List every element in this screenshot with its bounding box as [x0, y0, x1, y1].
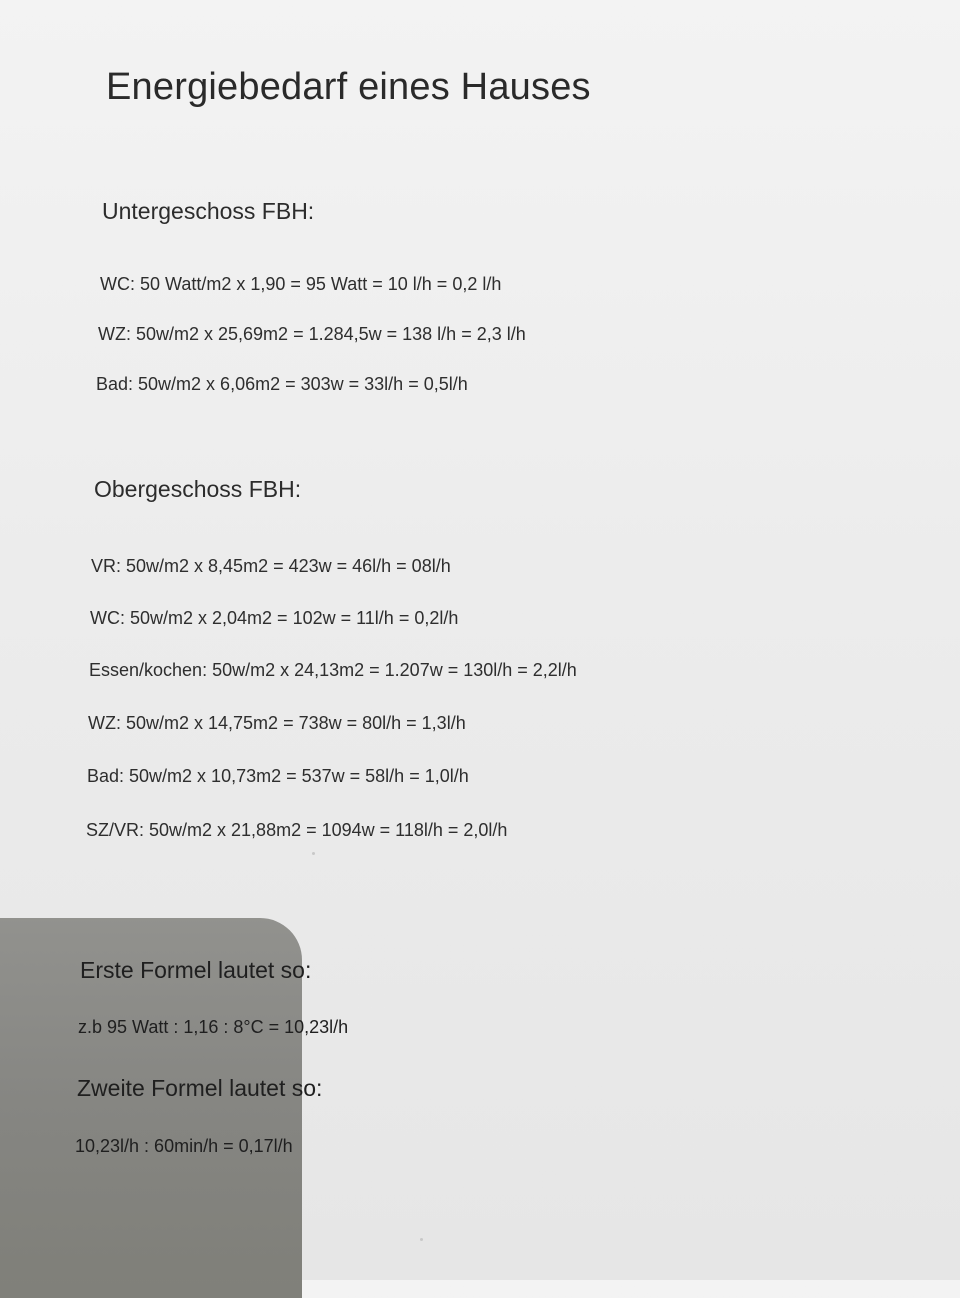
line-og-wz: WZ: 50w/m2 x 14,75m2 = 738w = 80l/h = 1,3l/h	[88, 713, 466, 733]
line-ug-wz: WZ: 50w/m2 x 25,69m2 = 1.284,5w = 138 l/h = 2,3 l/h	[98, 324, 526, 344]
paper-speck	[420, 1238, 423, 1241]
line-zweite-formel: 10,23l/h : 60min/h = 0,17l/h	[75, 1136, 293, 1156]
section-heading-zweite-formel: Zweite Formel lautet so:	[77, 1075, 323, 1101]
paper-speck	[312, 852, 315, 855]
line-ug-wc: WC: 50 Watt/m2 x 1,90 = 95 Watt = 10 l/h = 0,2 l/h	[100, 274, 502, 294]
line-og-wc: WC: 50w/m2 x 2,04m2 = 102w = 11l/h = 0,2l/h	[90, 608, 459, 628]
document-title: Energiebedarf eines Hauses	[106, 66, 591, 108]
section-heading-untergeschoss: Untergeschoss FBH:	[102, 198, 315, 224]
line-erste-formel: z.b 95 Watt : 1,16 : 8°C = 10,23l/h	[78, 1017, 349, 1037]
section-heading-obergeschoss: Obergeschoss FBH:	[94, 476, 302, 502]
line-og-bad: Bad: 50w/m2 x 10,73m2 = 537w = 58l/h = 1,0l/h	[87, 766, 469, 786]
line-og-sz-vr: SZ/VR: 50w/m2 x 21,88m2 = 1094w = 118l/h = 2,0l/h	[86, 820, 508, 840]
section-heading-erste-formel: Erste Formel lautet so:	[80, 957, 312, 983]
line-ug-bad: Bad: 50w/m2 x 6,06m2 = 303w = 33l/h = 0,5l/h	[96, 374, 468, 394]
line-og-vr: VR: 50w/m2 x 8,45m2 = 423w = 46l/h = 08l/h	[91, 556, 451, 576]
line-og-essen-kochen: Essen/kochen: 50w/m2 x 24,13m2 = 1.207w = 130l/h = 2,2l/h	[89, 660, 577, 680]
